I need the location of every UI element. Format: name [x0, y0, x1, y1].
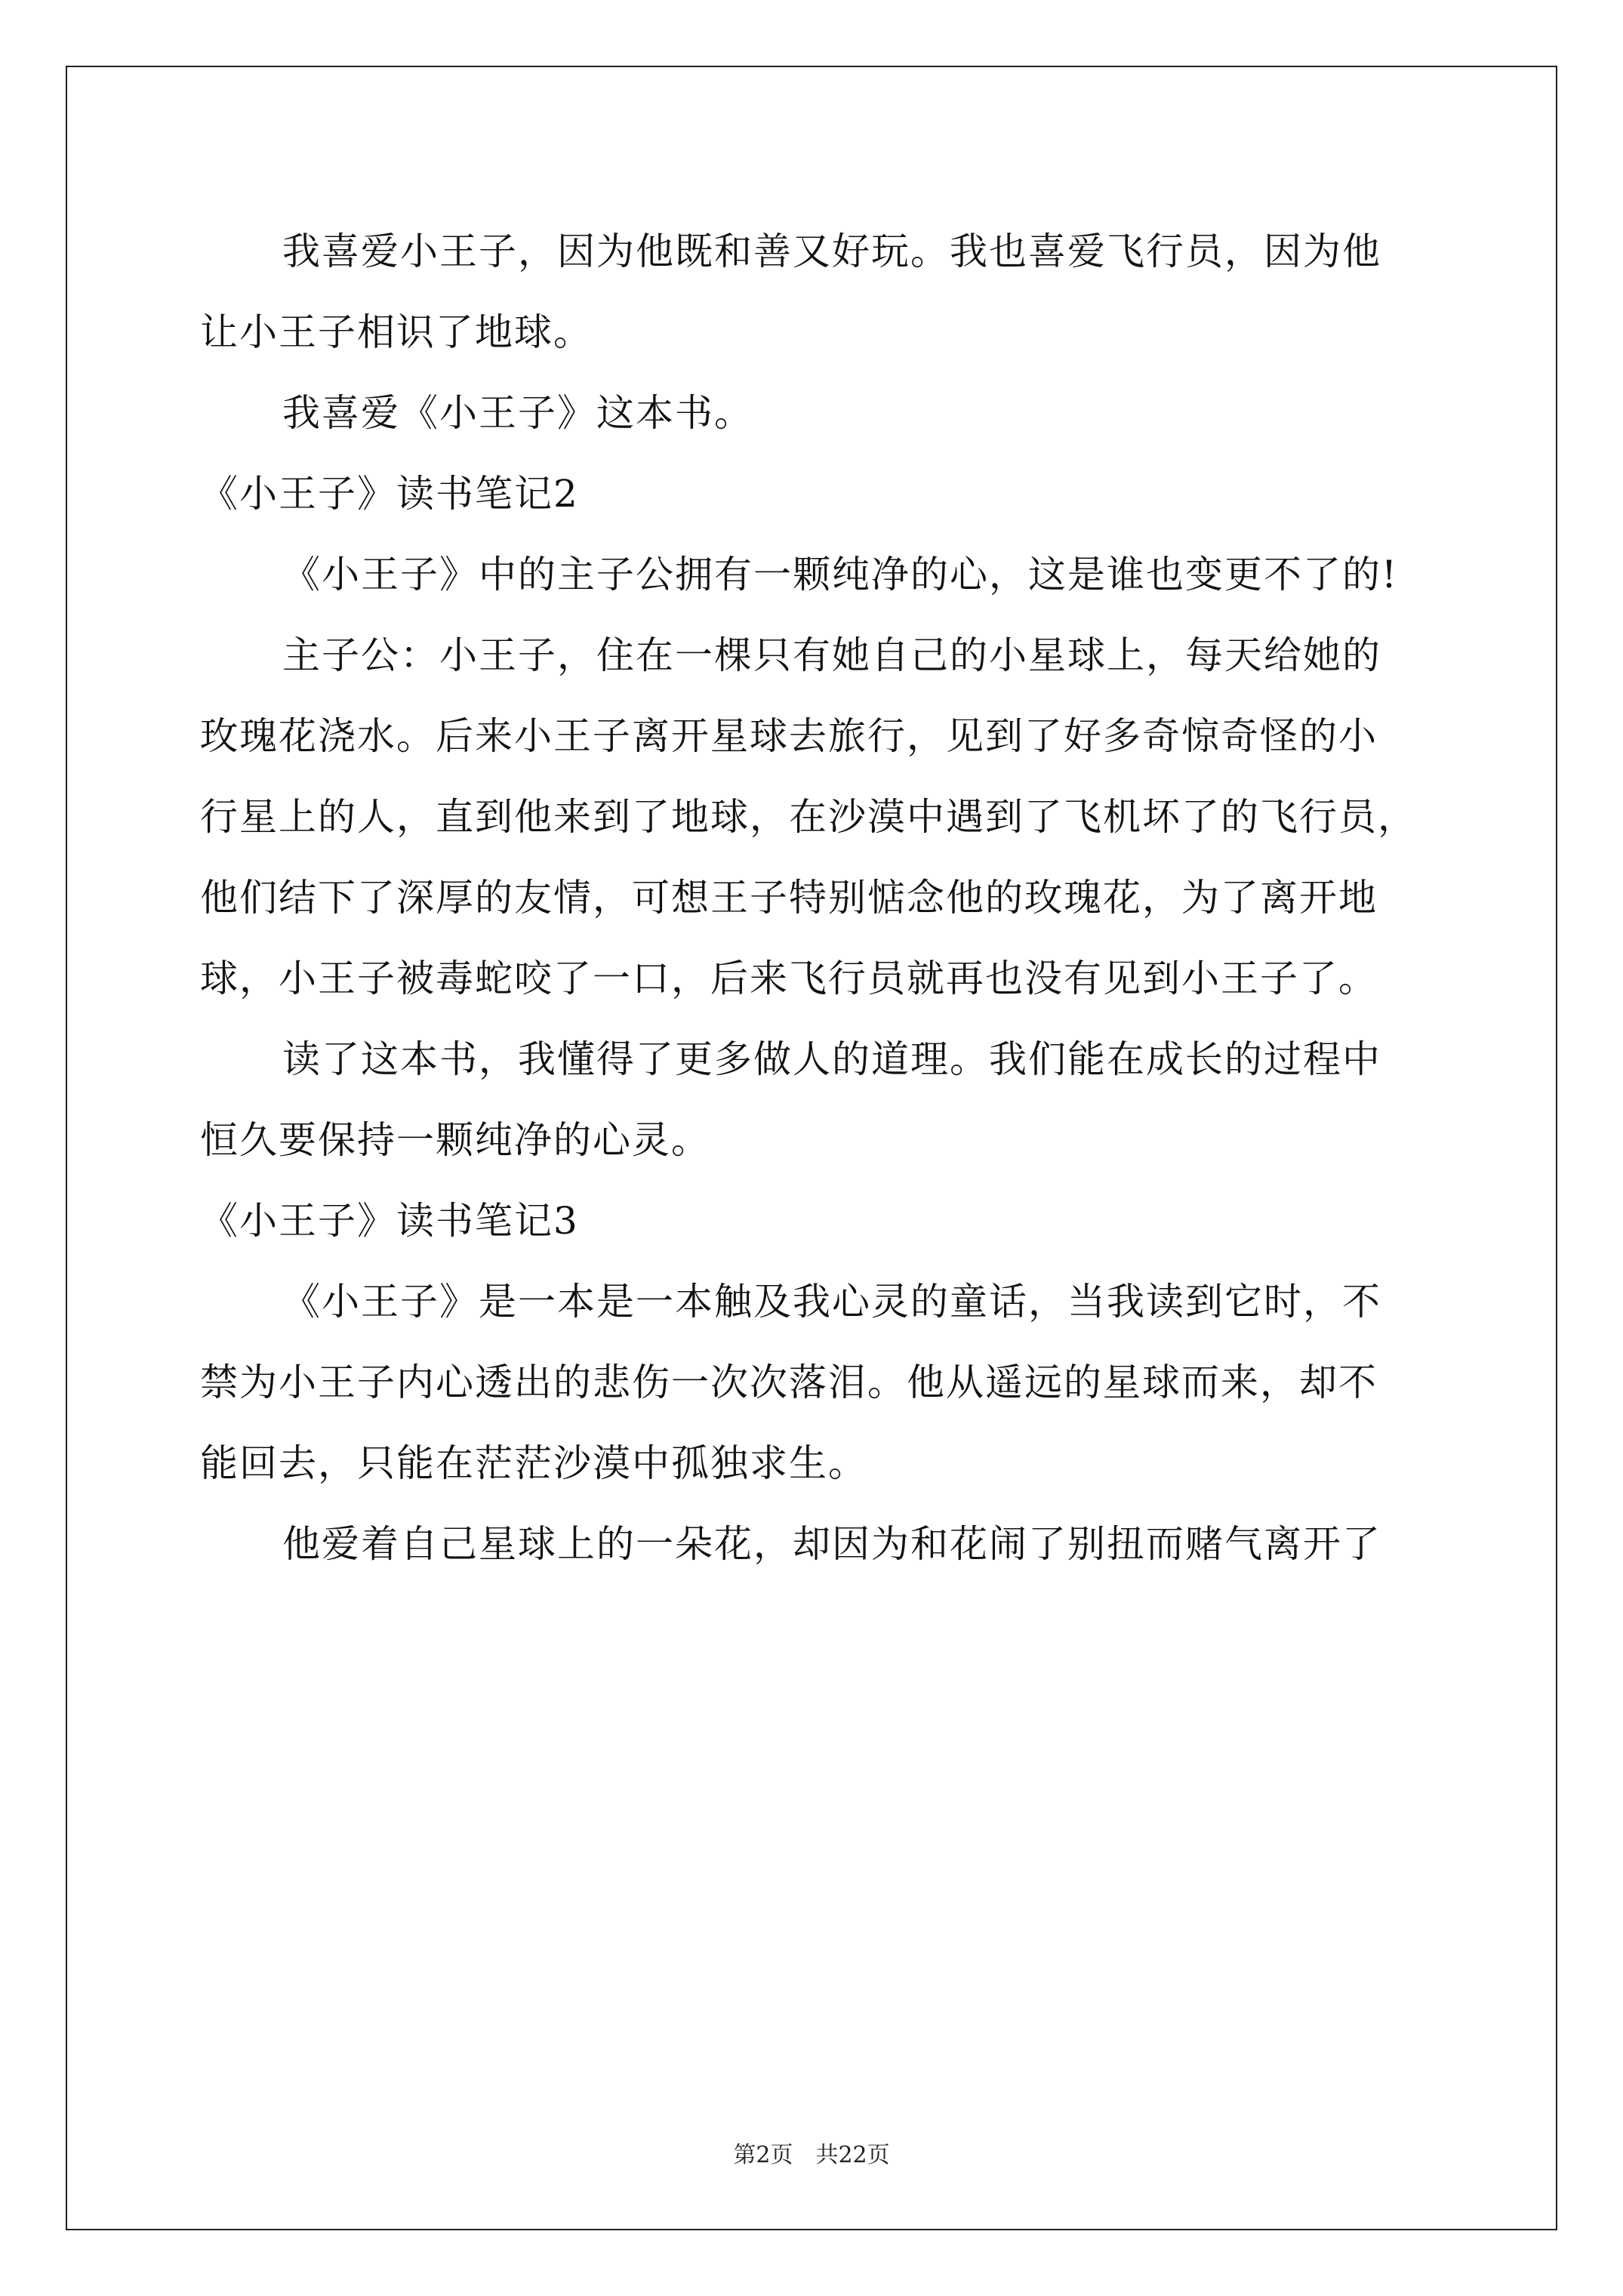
paragraph-line: 读了这本书，我懂得了更多做人的道理。我们能在成长的过程中: [282, 1037, 1381, 1081]
section-heading: 《小王子》读书笔记2: [200, 472, 579, 516]
paragraph-line: 能回去，只能在茫茫沙漠中孤独求生。: [200, 1441, 867, 1485]
paragraph-line: 球，小王子被毒蛇咬了一口，后来飞行员就再也没有见到小王子了。: [200, 957, 1378, 1000]
paragraph-line: 行星上的人，直到他来到了地球，在沙漠中遇到了飞机坏了的飞行员，: [200, 795, 1417, 839]
paragraph-line: 主子公：小王子，住在一棵只有她自己的小星球上，每天给她的: [282, 633, 1381, 677]
paragraph-line: 玫瑰花浇水。后来小王子离开星球去旅行，见到了好多奇惊奇怪的小: [200, 714, 1378, 758]
paragraph-line: 他爱着自己星球上的一朵花，却因为和花闹了别扭而赌气离开了: [282, 1522, 1381, 1566]
paragraph-line: 他们结下了深厚的友情，可想王子特别惦念他的玫瑰花，为了离开地: [200, 876, 1378, 920]
paragraph-line: 《小王子》中的主子公拥有一颗纯净的心，这是谁也变更不了的!: [282, 553, 1399, 596]
paragraph-line: 恒久要保持一颗纯净的心灵。: [200, 1118, 710, 1162]
paragraph-line: 禁为小王子内心透出的悲伤一次次落泪。他从遥远的星球而来，却不: [200, 1361, 1378, 1404]
paragraph-line: 《小王子》是一本是一本触及我心灵的童话，当我读到它时，不: [282, 1280, 1381, 1324]
paragraph-line: 让小王子相识了地球。: [200, 310, 593, 354]
paragraph-line: 我喜爱《小王子》这本书。: [282, 391, 753, 435]
paragraph-line: 我喜爱小王子，因为他既和善又好玩。我也喜爱飞行员，因为他: [282, 230, 1381, 273]
document-body: [200, 211, 1438, 1585]
section-heading: 《小王子》读书笔记3: [200, 1199, 579, 1243]
page-number-footer: 第2页 共22页: [733, 2142, 890, 2168]
